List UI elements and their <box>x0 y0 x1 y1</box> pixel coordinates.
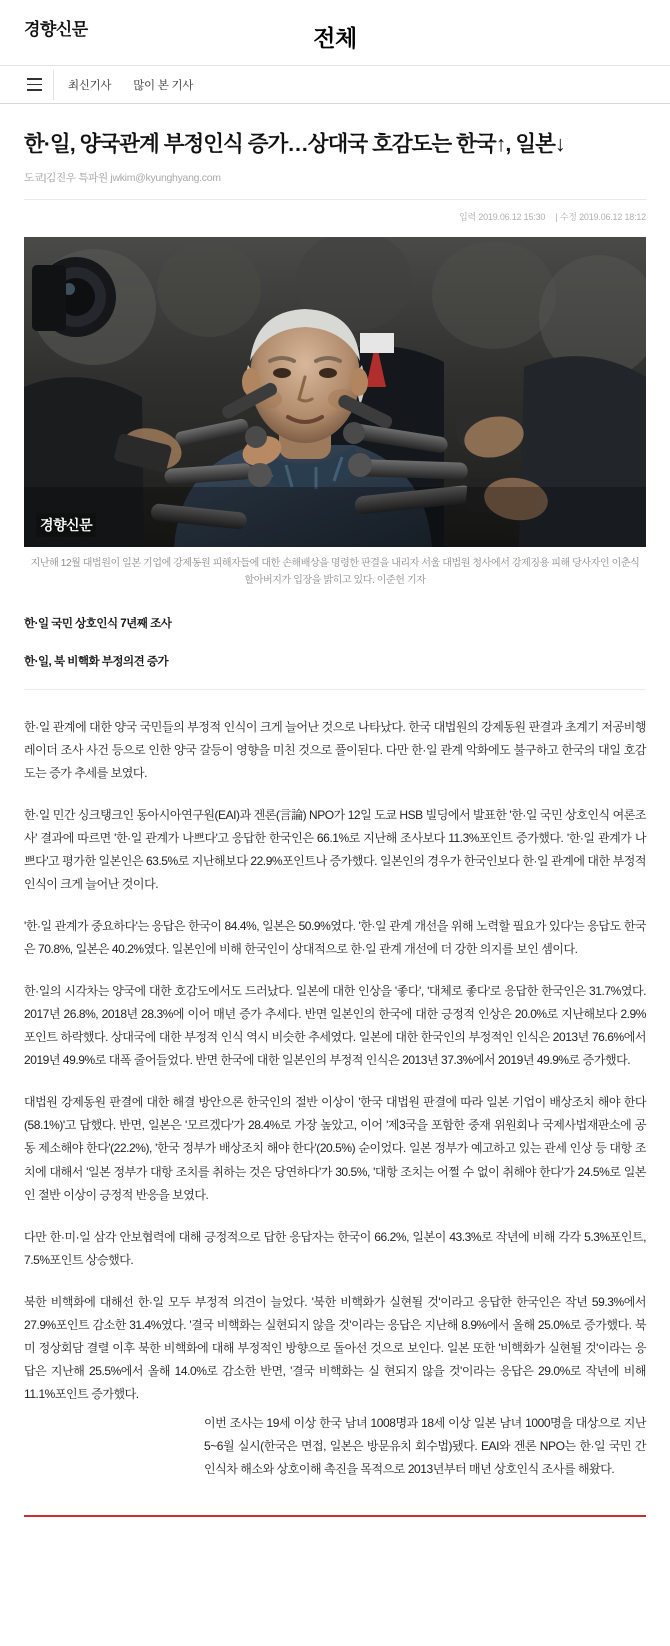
photo-caption: 지난해 12월 대법원이 일본 기업에 강제동원 피해자들에 대한 손해배상을 명령한 판결을 내리자 서울 대법원 청사에서 강제징용 피해 당사자인 이춘식 할아버지가 입장을 밝히고 있다. 이준헌 기자 <box>30 558 640 586</box>
closing-note: 이번 조사는 19세 이상 한국 남녀 1008명과 18세 이상 일본 남녀 1000명을 대상으로 지난 5~6월 실시(한국은 면접, 일본은 방문유치 회수법)됐다. EAI와 겐론 NPO는 한·일 국민 간 인식차 해소와 상호이해 촉진을 목적으로 2013년부터 매년 상호인식 조사를 해왔다. <box>204 1415 646 1476</box>
timestamp-separator: | <box>555 212 558 223</box>
paragraph: 한·일 관계에 대한 양국 국민들의 부정적 인식이 크게 늘어난 것으로 나타났다. 한국 대법원의 강제동원 판결과 초계기 저공비행레이더 조사 사건 등으로 인한 양국 갈등이 영향을 미친 것으로 풀이된다. 다만 한·일 관계 악화에도 불구하고 한국의 대일 호감도는 증가 추세를 보였다. <box>24 720 646 781</box>
updated-label: 수정 <box>559 212 577 223</box>
photo-watermark: 경향신문 <box>36 513 96 537</box>
subhead-survey: 한·일 국민 상호인식 7년째 조사 <box>24 618 172 631</box>
nav-bar <box>0 66 670 104</box>
article-timestamps <box>24 210 646 223</box>
hamburger-icon[interactable] <box>24 70 54 100</box>
bottom-spacer <box>0 1517 670 1531</box>
page-title: 전체 <box>313 25 357 51</box>
paragraph: 한·일 민간 싱크탱크인 동아시아연구원(EAI)과 겐론(言論) NPO가 12일 도쿄 HSB 빌딩에서 발표한 '한·일 국민 상호인식 여론조사' 결과에 따르면 '한·일 관계가 나쁘다'고 응답한 한국인은 66.1%로 지난해 조사보다 11.3%포인트 증가했다. '한·일 관계가 나쁘다'고 평가한 일본인은 63.5%로 지난해보다 22.9%포인트나 증가했다. 일본인의 경우가 한국인보다 한·일 관계에 대한 부정적 인식이 크게 늘어난 것이다. <box>24 808 646 892</box>
hamburger-line <box>27 84 42 86</box>
article-byline <box>24 170 646 200</box>
paragraph: 대법원 강제동원 판결에 대한 해결 방안으론 한국인의 절반 이상이 '한국 대법원 판결에 따라 일본 기업이 배상조치 해야 한다(58.1%)'고 답했다. 반면, 일본은 '모르겠다'가 28.4%로 가장 높았고, 이어 '제3국을 포함한 중재 위원회나 국제사법재판소에 공동 제소해야 한다'(22.2%), '한국 정부가 배상조치 해야 한다'(20.5%) 순이었다. 일본 정부가 예고하고 있는 관세 인상 등 대항 조치에 대해서 '일본 정부가 대항 조치를 취하는 것은 당연하다'가 30.5%, '대항 조치는 어쩔 수 없이 취해야 한다'가 24.5%로 일본인 절반 이상이 긍정적 반응을 보였다. <box>24 1095 646 1202</box>
updated-time: 2019.06.12 18:12 <box>579 212 646 223</box>
paragraph: 북한 비핵화에 대해선 한·일 모두 부정적 의견이 늘었다. '북한 비핵화가 실현될 것'이라고 응답한 한국인은 작년 59.3%에서 27.9%포인트 감소한 31.4%였다. '결국 비핵화는 실현되지 않을 것'이라는 응답은 지난해 8.9%에서 올해 25.0%로 증가했다. 북미 정상회담 결렬 이후 북한 비핵화에 대해 부정적인 방향으로 돌아선 것으로 보인다. 일본 또한 '비핵화가 실현될 것'이라는 응답은 지난해 25.5%에서 올해 14.0%로 감소한 반면, '결국 비핵화는 실 현되지 않을 것'이라는 응답은 29.0%로 작년에 비해 11.1%포인트 증가했다. <box>24 1294 646 1401</box>
paragraph: 다만 한·미·일 삼각 안보협력에 대해 긍정적으로 답한 응답자는 한국이 66.2%, 일본이 43.3%로 작년에 비해 각각 5.3%포인트, 7.5%포인트 상승했다. <box>24 1229 646 1267</box>
published-time: 2019.06.12 15:30 <box>478 212 546 223</box>
nav-item-latest[interactable]: 최신기사 <box>68 79 112 92</box>
paragraph: 한·일의 시각차는 양국에 대한 호감도에서도 드러났다. 일본에 대한 인상을 '좋다', '대체로 좋다'로 응답한 한국인은 31.7%였다. 2017년 26.8%, 2018년 28.3%에 이어 매년 증가 추세다. 반면 일본인의 한국에 대한 긍정적 인상은 20.0%로 지난해보다 2.9%포인트 하락했다. 상대국에 대한 부정적 인식 역시 비슷한 추세였다. 일본에 대한 한국인의 부정적인 인식은 2013년 76.6%에서 2019년 49.9%로 대폭 줄어들었다. 반면 한국에 대한 일본인의 부정적 인식은 2013년 37.3%에서 2019년 49.9%로 증가했다. <box>24 984 646 1068</box>
article-headline: 한·일, 양국관계 부정인식 증가…상대국 호감도는 한국↑, 일본↓ <box>24 132 565 156</box>
published-label: 입력 <box>459 212 476 223</box>
masthead <box>0 0 670 66</box>
article <box>0 130 670 1481</box>
article-body <box>24 716 646 1406</box>
article-photo <box>24 237 646 547</box>
subhead-denuclearization: 한·일, 북 비핵화 부정의견 증가 <box>24 653 646 690</box>
nav-item-most-read[interactable]: 많이 본 기사 <box>133 79 194 92</box>
hamburger-line <box>27 89 42 91</box>
byline-email[interactable]: jwkim@kyunghyang.com <box>110 172 221 185</box>
byline-author: 도쿄|김진우 특파원 <box>24 172 108 185</box>
hamburger-line <box>27 78 42 80</box>
site-logo[interactable]: 경향신문 <box>24 20 88 39</box>
article-figure <box>24 237 646 589</box>
photo-illustration <box>24 237 646 547</box>
paragraph: '한·일 관계가 중요하다'는 응답은 한국이 84.4%, 일본은 50.9%였다. '한·일 관계 개선을 위해 노력할 필요가 있다'는 응답도 한국은 70.8%, 일본은 40.2%였다. 일본인에 비해 한국인이 상대적으로 한·일 관계 개선에 더 강한 의지를 보인 셈이다. <box>24 919 646 957</box>
